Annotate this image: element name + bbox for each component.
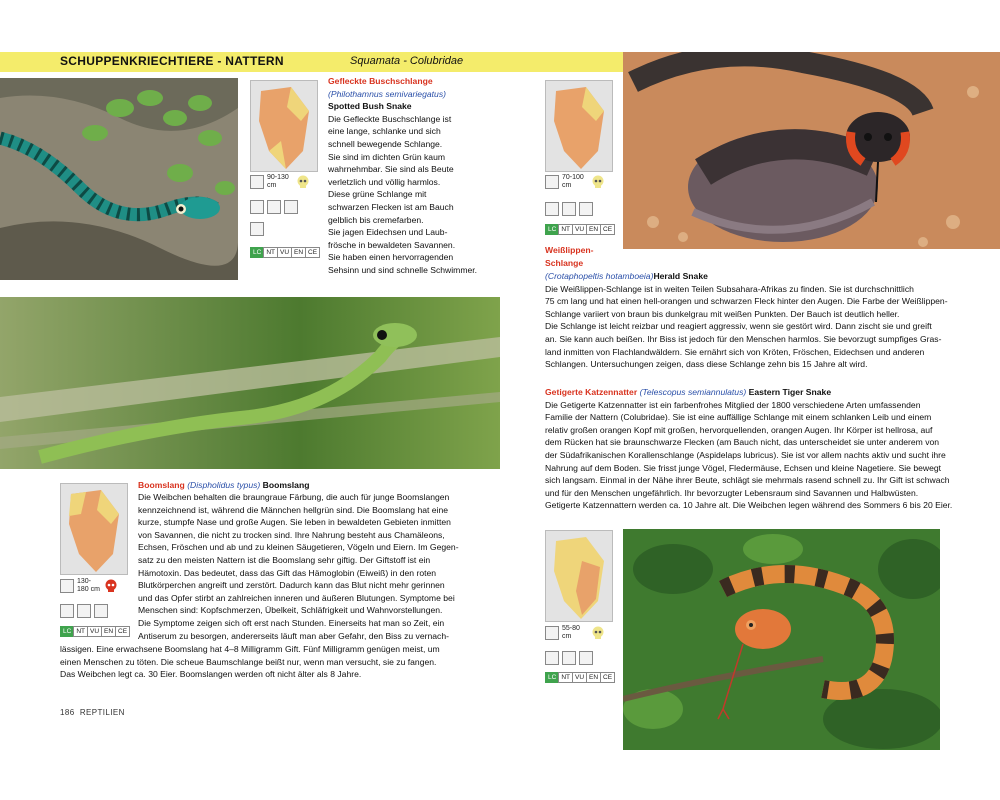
text-line: Sie jagen Eidechsen und Laub- bbox=[328, 227, 448, 238]
photo-boomslang bbox=[0, 297, 500, 469]
ruler-icon bbox=[545, 626, 559, 640]
text-line: Sie sind im dichten Grün kaum bbox=[328, 151, 446, 162]
species-2-latin: (Dispholidus typus) bbox=[187, 480, 261, 490]
chapter-latin-title: Squamata - Colubridae bbox=[350, 55, 464, 67]
species-4-name: Getigerte Katzennatter bbox=[545, 387, 638, 397]
species-4-latin: (Telescopus semiannulatus) bbox=[639, 387, 747, 397]
text-line: Die Gefleckte Buschschlange ist bbox=[328, 113, 452, 124]
length-value: 90-130 cm bbox=[267, 174, 289, 189]
length-block-2 bbox=[60, 578, 118, 594]
photo-herald-snake bbox=[623, 52, 1000, 249]
text-line: Sehsinn und sind schnelle Schwimmer. bbox=[328, 264, 478, 275]
bush-icon bbox=[562, 651, 576, 665]
text-line: kennzeichnend ist, während die Männchen hellgrün sind. Die Boomslang hat eine bbox=[138, 504, 449, 515]
iucn-status-1: LC NT VU EN CE bbox=[250, 247, 319, 258]
text-line: Diese grüne Schlange mit bbox=[328, 189, 427, 200]
species-3-english: Herald Snake bbox=[653, 271, 708, 281]
grass-icon bbox=[579, 651, 593, 665]
text-line: Getigerte Katzennattern werden ca. 10 Jahre alt. Die Weibchen legen während des Sommers 6 bis 20 Eier. bbox=[545, 500, 953, 511]
species-3-latin: (Crotaphopeltis hotamboeia) bbox=[545, 271, 654, 281]
skull-harmless-icon bbox=[591, 175, 605, 189]
text-line: frösche in bewaldeten Savannen. bbox=[328, 239, 456, 250]
text-line: Schlangen. Untersuchungen zeigen, dass diese Schlange zehn bis 15 Jahre alt wird. bbox=[545, 359, 868, 370]
text-line: schwarzen Flecken ist am Bauch bbox=[328, 201, 454, 212]
text-line: lässigen. Eine erwachsene Boomslang hat 4–8 Milligramm Gift. Fünf Milligramm genügen meist, um bbox=[60, 644, 440, 654]
text-line: Menschen sind: Kopfschmerzen, Übelkeit, Schläfrigkeit und Wahnvorstellungen. bbox=[138, 605, 443, 616]
text-line: schnell bewegende Schlange. bbox=[328, 138, 443, 149]
habitat-icons-1b bbox=[250, 222, 264, 236]
text-line: Schlange variiert von braun bis dunkelgrau mit weißen Punkten. Der Bauch ist deutlich heller. bbox=[545, 308, 900, 319]
text-line: dem Rücken hat sie braunschwarze Flecken (am Bauch nicht, das unterscheidet sie unter anderem von bbox=[545, 437, 940, 448]
species-3-text bbox=[545, 270, 985, 371]
text-line: der Südafrikanischen Korallenschlange (Aspidelaps lubricus). Sie ist vor allem nachts aktiv und sucht ihre bbox=[545, 449, 946, 460]
species-2-body-full bbox=[60, 643, 500, 681]
skull-venomous-icon bbox=[104, 579, 118, 593]
text-line: Die Schlange ist leicht reizbar und reagiert aggressiv, wenn sie gestört wird. Dann zischt sie und greift bbox=[545, 321, 932, 332]
text-line: wahrnehmbar. Sie sind als Beute bbox=[328, 164, 454, 175]
moon-icon bbox=[545, 651, 559, 665]
range-map-tiger-snake bbox=[545, 530, 613, 622]
species-4-text bbox=[545, 386, 985, 512]
sun-icon bbox=[250, 200, 264, 214]
species-3-name-line2: Schlange bbox=[545, 257, 584, 268]
species-3-name-line1: Weißlippen- bbox=[545, 245, 594, 255]
iucn-status-4: LC NT VU EN CE bbox=[545, 672, 614, 683]
text-line: Hämotoxin. Das bedeutet, dass das Gift das Hämoglobin (Eiweiß) in den roten bbox=[138, 567, 437, 578]
length-block-4 bbox=[545, 625, 605, 641]
text-line: Die Symptome zeigen sich oft erst nach Stunden. Einerseits hat man so Zeit, ein bbox=[138, 617, 445, 628]
text-line: und das Opfer stirbt an zahlreichen inneren und äußeren Blutungen. Symptome bei bbox=[138, 592, 455, 603]
page-footer bbox=[60, 708, 125, 717]
text-line: Echsen, Fröschen und ab und zu kleinen Säugetieren, Vögeln und Eiern. Im Gegen- bbox=[138, 542, 459, 553]
water-icon bbox=[562, 202, 576, 216]
species-1-name: Gefleckte Buschschlange bbox=[328, 76, 433, 86]
skull-harmless-icon bbox=[591, 626, 605, 640]
water-icon bbox=[250, 222, 264, 236]
species-2-text bbox=[138, 479, 488, 492]
text-line: einen Menschen zu töten. Die scheue Baumschlange beißt nur, wenn man versucht, sie zu fangen. bbox=[60, 656, 437, 667]
iucn-status-3: LC NT VU EN CE bbox=[545, 224, 614, 235]
text-line: land inmitten von Flachlandwäldern. Sie ernährt sich von Kröten, Fröschen, Eidechsen und anderen bbox=[545, 346, 925, 357]
text-line: an. Sie kann auch beißen. Ihr Biss ist jedoch für den Menschen harmlos. Sie bevorzugt sumpfiges Gras- bbox=[545, 333, 942, 344]
habitat-icons-3 bbox=[545, 202, 593, 216]
range-map-herald-snake bbox=[545, 80, 613, 172]
skull-harmless-icon bbox=[296, 175, 310, 189]
length-value: 70-100 cm bbox=[562, 174, 584, 189]
tree-icon bbox=[284, 200, 298, 214]
text-line: gelblich bis cremefarben. bbox=[328, 214, 424, 225]
range-map-spotted-bush-snake bbox=[250, 80, 318, 172]
length-block-3 bbox=[545, 174, 605, 190]
habitat-icons-2 bbox=[60, 604, 108, 618]
length-block-1 bbox=[250, 174, 310, 190]
sun-icon bbox=[60, 604, 74, 618]
text-line: Sie haben einen hervorragenden bbox=[328, 252, 454, 263]
text-line: kurze, stumpfe Nase und große Augen. Sie leben in bewaldeten Gebieten inmitten bbox=[138, 517, 451, 528]
text-line: verletzlich und völlig harmlos. bbox=[328, 176, 441, 187]
habitat-icons-1 bbox=[250, 200, 298, 214]
bush-icon bbox=[77, 604, 91, 618]
photo-tiger-snake bbox=[623, 529, 940, 750]
tree-icon bbox=[94, 604, 108, 618]
text-line: relativ großen orangen Kopf mit großen, hervorquellenden, orangen Augen. Ihr Körper ist hellrosa, auf bbox=[545, 424, 933, 435]
species-1-text bbox=[328, 75, 528, 277]
sun-icon bbox=[545, 202, 559, 216]
bush-icon bbox=[267, 200, 281, 214]
page-number: 186 bbox=[60, 708, 75, 717]
length-value: 130-180 cm bbox=[77, 578, 100, 593]
text-line: von Savannen, die nicht zu trocken sind. Ihre Nahrung besteht aus Chamäleons, bbox=[138, 529, 445, 540]
text-line: satz zu den meisten Nattern ist die Boomslang sehr giftig. Der Giftstoff ist ein bbox=[138, 554, 431, 565]
chapter-title: SCHUPPENKRIECHTIERE - NATTERN bbox=[60, 54, 284, 68]
photo-spotted-bush-snake bbox=[0, 78, 238, 280]
text-line: Das Weibchen legt ca. 30 Eier. Boomslangen werden oft nicht älter als 8 Jahre. bbox=[60, 669, 362, 680]
grass-icon bbox=[579, 202, 593, 216]
text-line: sich langsam. Einmal in der Nähe ihrer Beute, schlägt sie mehrmals rasend schnell zu. Ihr Gift ist schwach bbox=[545, 475, 950, 486]
species-2-name: Boomslang bbox=[138, 480, 185, 490]
species-1-english: Spotted Bush Snake bbox=[328, 101, 412, 112]
text-line: Familie der Nattern (Colubridae). Sie ist eine auffällige Schlange mit einem schlanken Leib und einem bbox=[545, 412, 932, 423]
species-2-body-right bbox=[138, 491, 490, 642]
section-name: REPTILIEN bbox=[79, 708, 125, 717]
length-value: 55-80 cm bbox=[562, 625, 580, 640]
text-line: Die Weißlippen-Schlange ist in weiten Teilen Subsahara-Afrikas zu finden. Sie ist durchschnittlich bbox=[545, 283, 914, 294]
text-line: Die Weibchen behalten die braungraue Färbung, die auch für junge Boomslangen bbox=[138, 492, 450, 502]
text-line: und für den Menschen ungefährlich. Ihr bevorzugter Lebensraum sind Savannen und Halbwüsten. bbox=[545, 487, 919, 498]
species-1-latin: (Philothamnus semivariegatus) bbox=[328, 88, 446, 99]
range-map-boomslang bbox=[60, 483, 128, 575]
ruler-icon bbox=[545, 175, 559, 189]
text-line: Blutkörperchen angreift und zerstört. Dadurch kann das Blut nicht mehr gerinnen bbox=[138, 580, 445, 591]
text-line: Nahrung auf dem Boden. Sie frisst junge Vögel, Fledermäuse, Echsen und kleine Nagetiere. Sie bewegt bbox=[545, 462, 942, 473]
ruler-icon bbox=[60, 579, 74, 593]
text-line: Antiserum zu besorgen, andererseits läuft man aber Gefahr, den Biss zu vernach- bbox=[138, 630, 449, 641]
iucn-status-2: LC NT VU EN CE bbox=[60, 626, 129, 637]
species-4-english: Eastern Tiger Snake bbox=[748, 387, 832, 397]
ruler-icon bbox=[250, 175, 264, 189]
text-line: Die Getigerte Katzennatter ist ein farbenfrohes Mitglied der 1800 verschiedene Arten umfassenden bbox=[545, 399, 921, 410]
text-line: 75 cm lang und hat einen hell-orangen und schwarzen Fleck hinter den Augen. Die Farbe der Weißlippen- bbox=[545, 296, 948, 307]
species-3-name-block bbox=[545, 244, 625, 269]
species-2-english: Boomslang bbox=[262, 480, 310, 490]
habitat-icons-4 bbox=[545, 651, 593, 665]
text-line: eine lange, schlanke und sich bbox=[328, 126, 441, 137]
